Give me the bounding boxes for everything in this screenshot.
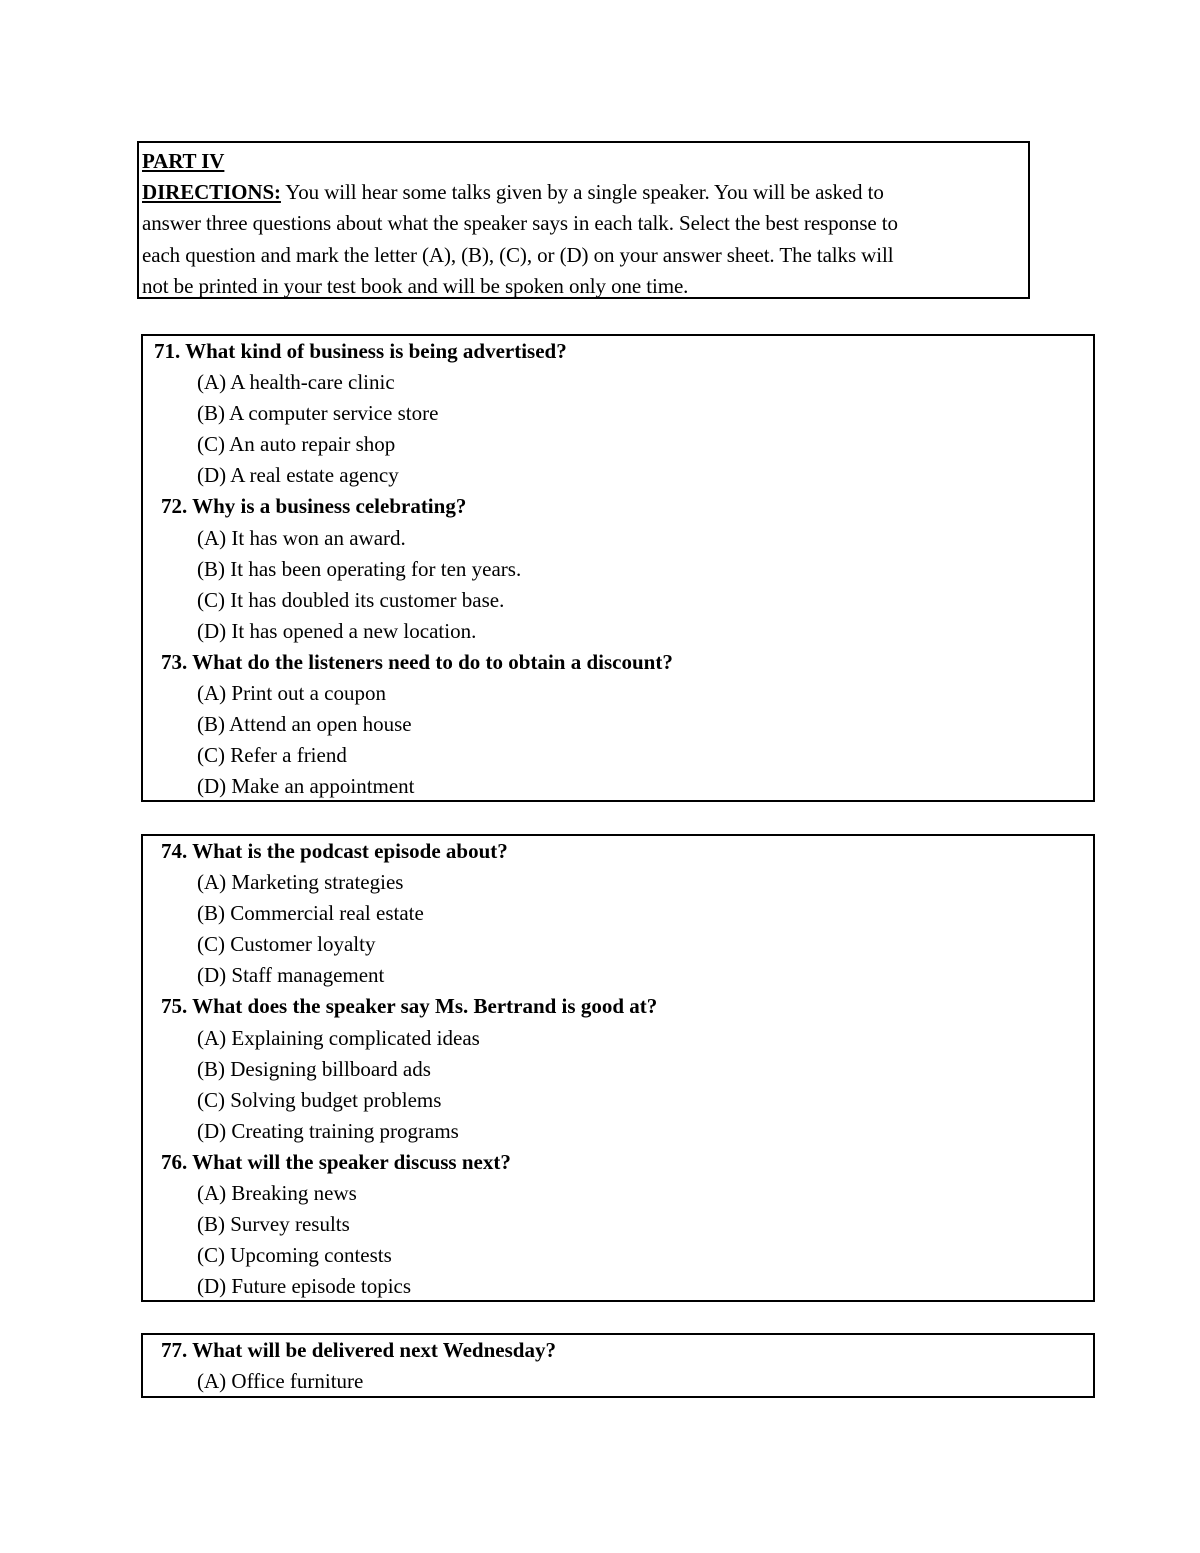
option-71-c: (C) An auto repair shop	[197, 432, 396, 457]
question-73: 73. What do the listeners need to do to obtain a discount?	[161, 649, 673, 674]
question-74: 74. What is the podcast episode about?	[161, 839, 508, 863]
question-71: 71. What kind of business is being advertised?	[154, 339, 567, 363]
option-72-c: (C) It has doubled its customer base.	[197, 587, 505, 612]
option-74-a: (A) Marketing strategies	[197, 870, 404, 895]
question-group-71-73	[141, 334, 1095, 802]
option-75-c: (C) Solving budget problems	[197, 1087, 442, 1112]
question-72: 72. Why is a business celebrating?	[161, 494, 467, 519]
option-71-a: (A) A health-care clinic	[197, 370, 395, 395]
directions-text-line-2: answer three questions about what the speaker says in each talk. Select the best response to	[142, 211, 898, 236]
directions-text-line-4: not be printed in your test book and will be spoken only one time.	[142, 273, 689, 298]
option-76-d: (D) Future episode topics	[197, 1274, 412, 1299]
option-73-d: (D) Make an appointment	[197, 774, 415, 799]
question-76: 76. What will the speaker discuss next?	[161, 1149, 511, 1174]
option-74-d: (D) Staff management	[197, 963, 385, 988]
part-title: PART IV	[142, 149, 225, 173]
option-72-b: (B) It has been operating for ten years.	[197, 556, 522, 581]
option-76-c: (C) Upcoming contests	[197, 1243, 392, 1268]
option-73-a: (A) Print out a coupon	[197, 681, 386, 706]
directions-label: DIRECTIONS:	[142, 180, 281, 205]
option-73-b: (B) Attend an open house	[197, 712, 412, 737]
option-76-b: (B) Survey results	[197, 1212, 350, 1237]
directions-text-line-3: each question and mark the letter (A), (B), (C), or (D) on your answer sheet. The talks will	[142, 242, 894, 267]
directions-text-line-1: You will hear some talks given by a single speaker. You will be asked to	[280, 180, 884, 205]
question-77: 77. What will be delivered next Wednesday?	[161, 1338, 556, 1362]
option-74-b: (B) Commercial real estate	[197, 901, 424, 926]
option-75-b: (B) Designing billboard ads	[197, 1056, 431, 1081]
option-75-a: (A) Explaining complicated ideas	[197, 1025, 480, 1050]
directions-box	[137, 141, 1030, 299]
option-71-d: (D) A real estate agency	[197, 463, 399, 488]
option-76-a: (A) Breaking news	[197, 1181, 357, 1206]
option-75-d: (D) Creating training programs	[197, 1118, 459, 1143]
option-71-b: (B) A computer service store	[197, 401, 439, 426]
option-74-c: (C) Customer loyalty	[197, 932, 376, 957]
question-group-74-76	[141, 834, 1095, 1302]
question-75: 75. What does the speaker say Ms. Bertrand is good at?	[161, 994, 658, 1019]
question-group-77	[141, 1333, 1095, 1398]
option-77-a: (A) Office furniture	[197, 1369, 364, 1394]
option-72-a: (A) It has won an award.	[197, 525, 406, 550]
option-72-d: (D) It has opened a new location.	[197, 618, 477, 643]
option-73-c: (C) Refer a friend	[197, 743, 347, 768]
